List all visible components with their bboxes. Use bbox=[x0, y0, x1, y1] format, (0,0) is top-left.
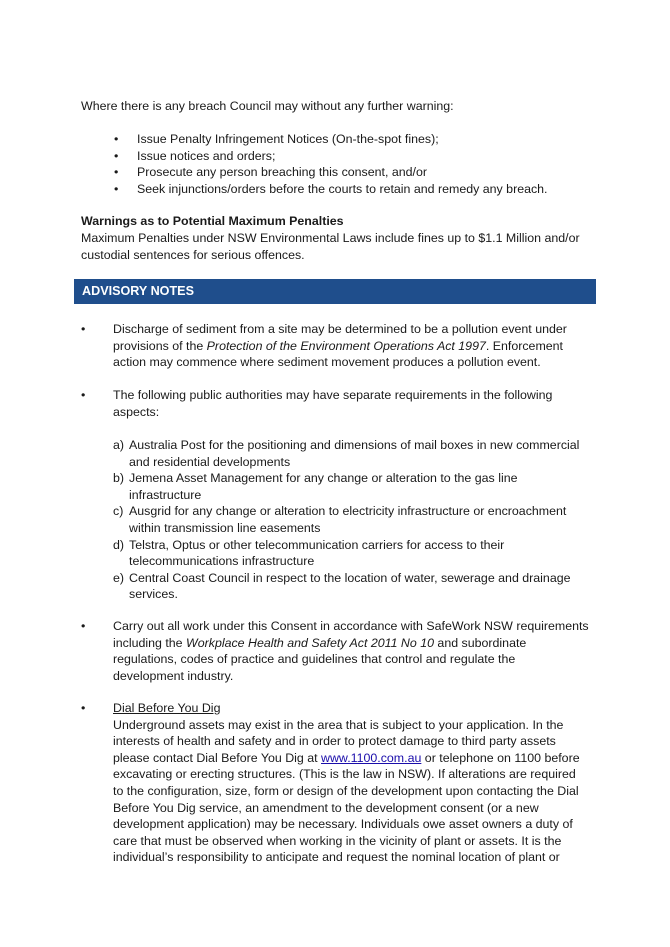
bullet: • bbox=[114, 181, 119, 196]
list-item: a) Australia Post for the positioning and dimensions of mail boxes in new commercial and residential developments bbox=[113, 438, 580, 469]
warnings-body: Maximum Penalties under NSW Environmental Laws include fines up to $1.1 Million and/or custodial sentences for serious offences. bbox=[81, 231, 580, 262]
list-item: • Seek injunctions/orders before the courts to retain and remedy any breach. bbox=[114, 181, 548, 196]
dial-before-you-dig-link[interactable]: www.1100.com.au bbox=[321, 750, 422, 765]
list-item: d) Telstra, Optus or other telecommunication carriers for access to their telecommunications infrastructure bbox=[113, 537, 505, 569]
advisory-note-safework: • Carry out all work under this Consent in accordance with SafeWork NSW requirements including the Workplace Health and Safety Act 2011 No 10 and subordinate regulations, codes of practice and guidelines that control and regulate the development industry. bbox=[81, 619, 589, 683]
advisory-note-authorities: • The following public authorities may have separate requirements in the following aspects: bbox=[81, 388, 553, 419]
advisory-note-dial-before-you-dig: • Dial Before You Dig Underground assets may exist in the area that is subject to your application. In the interests of health and safety and in order to protect damage to third party assets please contact Dial Before You Dig at www.1100.com.au or telephone on 1100 before excavating or erecting structures. (This is the law in NSW). If alterations are required to the configuration, size, form or design of the development upon contacting the Dial Before You Dig service, an amendment to the development consent (or a new development application) may be necessary. Individuals owe asset owners a duty of care that must be observed when working in the vicinity of plant or assets. It is the individual’s responsibility to anticipate and request the nominal location of plant or bbox=[81, 700, 591, 866]
list-item: • Issue Penalty Infringement Notices (On-the-spot fines); bbox=[114, 132, 439, 146]
list-item: c) Ausgrid for any change or alteration to electricity infrastructure or encroachment within transmission line easements bbox=[113, 504, 567, 535]
bullet: • bbox=[114, 165, 119, 180]
bullet: • bbox=[81, 322, 86, 336]
dial-before-you-dig-title: Dial Before You Dig bbox=[113, 701, 221, 715]
breach-actions-list bbox=[114, 131, 594, 197]
warnings-heading: Warnings as to Potential Maximum Penalties bbox=[81, 214, 344, 228]
list-item: • Issue notices and orders; bbox=[114, 148, 276, 163]
bullet: • bbox=[114, 132, 119, 146]
authorities-list bbox=[113, 437, 591, 603]
bullet: • bbox=[81, 388, 86, 402]
list-item: b) Jemena Asset Management for any change or alteration to the gas line infrastructure bbox=[113, 471, 518, 502]
advisory-notes-banner: ADVISORY NOTES bbox=[74, 279, 596, 304]
bullet: • bbox=[114, 148, 119, 163]
list-item: • Prosecute any person breaching this consent, and/or bbox=[114, 165, 427, 180]
breach-intro: Where there is any breach Council may without any further warning: bbox=[81, 99, 454, 113]
bullet: • bbox=[81, 701, 86, 715]
list-item: e) Central Coast Council in respect to the location of water, sewerage and drainage services. bbox=[113, 570, 571, 602]
advisory-note-sediment: • Discharge of sediment from a site may be determined to be a pollution event under provisions of the Protection of the Environment Operations Act 1997. Enforcement action may commence where sediment movement produces a pollution event. bbox=[81, 322, 567, 370]
bullet: • bbox=[81, 619, 86, 633]
